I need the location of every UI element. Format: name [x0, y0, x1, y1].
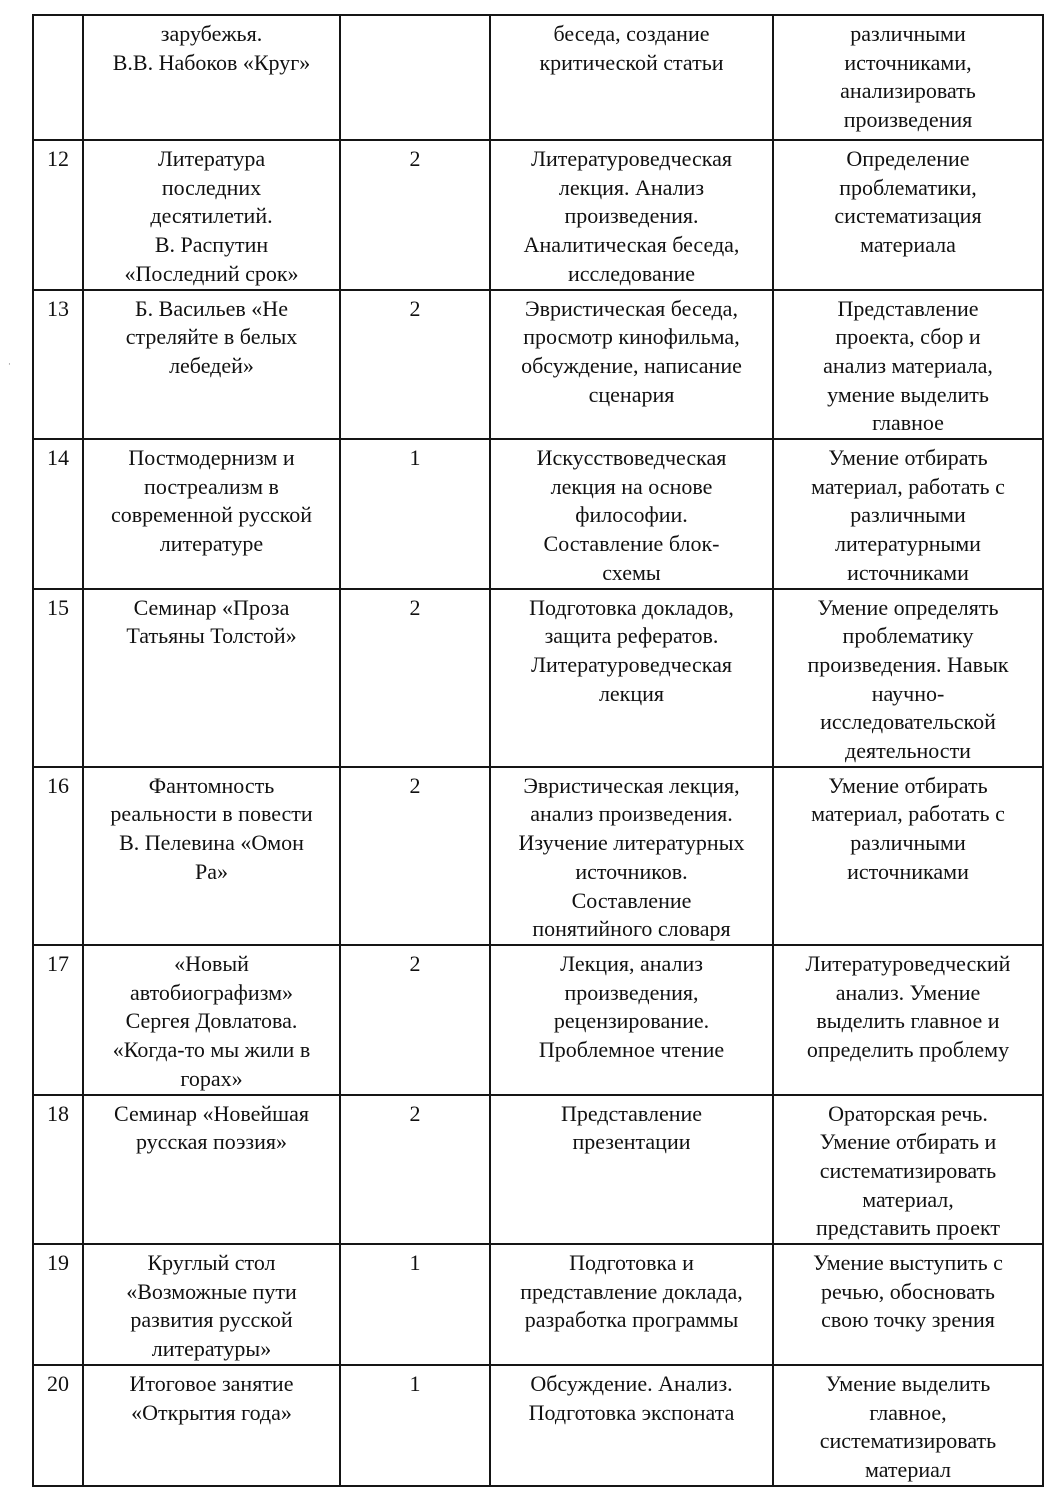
- lesson-hours-cell: [340, 15, 490, 140]
- lesson-result-cell: [773, 1095, 1043, 1245]
- cell-text-line: исследовательской: [820, 709, 996, 735]
- cell-text-line: обсуждение, написание: [521, 352, 742, 378]
- cell-text-line: Б. Васильев «Не: [135, 295, 288, 321]
- cell-text-line: 2: [409, 295, 421, 321]
- table-row: [33, 945, 1043, 1095]
- lesson-hours-cell: [340, 1365, 490, 1486]
- table-row: [33, 589, 1043, 767]
- cell-text-line: горах»: [180, 1065, 243, 1091]
- cell-text-line: стреляйте в белых: [125, 324, 298, 350]
- lesson-method-cell: [490, 589, 773, 767]
- lesson-number-cell: [33, 140, 83, 290]
- cell-text-line: 15: [47, 594, 69, 620]
- cell-text-line: защита рефератов.: [544, 623, 719, 649]
- cell-text-line: произведения,: [564, 979, 699, 1005]
- cell-text-line: Подготовка экспоната: [528, 1399, 735, 1425]
- cell-text-line: Литературоведческий: [805, 950, 1011, 976]
- cell-text-line: Эвристическая лекция,: [523, 772, 740, 798]
- lesson-result-cell: [773, 290, 1043, 440]
- cell-text-line: лекция: [598, 680, 665, 706]
- table-row: [33, 140, 1043, 290]
- cell-text-line: сценария: [588, 381, 675, 407]
- cell-text-line: лекция на основе: [550, 473, 713, 499]
- cell-text-line: Проблемное чтение: [538, 1037, 725, 1063]
- cell-text-line: источниками: [847, 858, 969, 884]
- cell-text-line: Умение отбирать и: [819, 1129, 997, 1155]
- cell-text-line: определить проблему: [806, 1037, 1010, 1063]
- cell-text-line: Подготовка докладов,: [529, 594, 734, 620]
- cell-text-line: анализировать: [840, 78, 976, 104]
- cell-text-line: В.В. Набоков «Круг»: [112, 49, 311, 75]
- cell-text-line: реальности в повести: [110, 801, 313, 827]
- cell-text-line: «Открытия года»: [131, 1399, 292, 1425]
- cell-text-line: главное: [872, 410, 944, 436]
- cell-text-line: 1: [409, 1370, 421, 1396]
- cell-text-line: «Новый: [174, 950, 249, 976]
- lesson-hours-cell: [340, 140, 490, 290]
- cell-text-line: Умение отбирать: [828, 445, 988, 471]
- cell-text-line: литературе: [159, 531, 264, 557]
- lesson-topic-cell: [83, 1095, 340, 1245]
- cell-text-line: материала: [860, 232, 956, 258]
- cell-text-line: Определение: [846, 146, 970, 171]
- cell-text-line: «Когда-то мы жили в: [112, 1037, 311, 1063]
- cell-text-line: постреализм в: [144, 473, 279, 499]
- cell-text-line: 1: [409, 1250, 421, 1276]
- lesson-topic-cell: [83, 140, 340, 290]
- cell-text-line: систематизировать: [819, 1428, 997, 1454]
- cell-text-line: 18: [47, 1100, 69, 1126]
- cell-text-line: умение выделить: [827, 381, 989, 407]
- cell-text-line: развития русской: [130, 1307, 293, 1333]
- cell-text-line: анализ материала,: [823, 352, 993, 378]
- cell-text-line: анализ. Умение: [835, 979, 981, 1005]
- cell-text-line: Умение выделить: [825, 1370, 991, 1396]
- lesson-result-cell: [773, 1365, 1043, 1486]
- lesson-method-cell: [490, 439, 773, 589]
- cell-text-line: Литературоведческая: [531, 146, 732, 171]
- cell-text-line: Обсуждение. Анализ.: [530, 1370, 733, 1396]
- cell-text-line: Постмодернизм и: [128, 445, 295, 471]
- cell-text-line: критической статьи: [539, 49, 724, 75]
- cell-text-line: 2: [409, 1100, 421, 1126]
- cell-text-line: последних: [161, 174, 262, 200]
- cell-text-line: исследование: [567, 260, 696, 286]
- cell-text-line: 17: [47, 950, 69, 976]
- lesson-method-cell: [490, 1244, 773, 1365]
- cell-text-line: Татьяны Толстой»: [126, 623, 297, 649]
- cell-text-line: проблематику: [842, 623, 974, 649]
- cell-text-line: «Последний срок»: [124, 260, 299, 286]
- cell-text-line: десятилетий.: [150, 203, 273, 229]
- cell-text-line: свою точку зрения: [821, 1307, 995, 1333]
- cell-text-line: проблематики,: [839, 174, 977, 200]
- cell-text-line: Литературоведческая: [531, 651, 732, 677]
- cell-text-line: Изучение литературных: [518, 830, 745, 856]
- table-row: [33, 1095, 1043, 1245]
- lesson-topic-cell: [83, 589, 340, 767]
- cell-text-line: произведения: [843, 107, 973, 133]
- cell-text-line: выделить главное и: [816, 1008, 1000, 1034]
- cell-text-line: философии.: [575, 502, 688, 528]
- lesson-method-cell: [490, 945, 773, 1095]
- lesson-result-cell: [773, 439, 1043, 589]
- cell-text-line: речью, обосновать: [821, 1278, 995, 1304]
- lesson-method-cell: [490, 1365, 773, 1486]
- lesson-result-cell: [773, 589, 1043, 767]
- lesson-method-cell: [490, 767, 773, 945]
- lesson-number-cell: [33, 589, 83, 767]
- cell-text-line: главное,: [869, 1399, 947, 1425]
- lesson-number-cell: [33, 1244, 83, 1365]
- cell-text-line: 2: [409, 950, 421, 976]
- cell-text-line: деятельности: [845, 738, 971, 764]
- cell-text-line: «Возможные пути: [126, 1278, 297, 1304]
- cell-text-line: Сергея Довлатова.: [125, 1008, 298, 1034]
- cell-text-line: Составление блок-: [543, 531, 720, 557]
- table-row: [33, 439, 1043, 589]
- cell-text-line: Итоговое занятие: [129, 1370, 294, 1396]
- cell-text-line: русская поэзия»: [135, 1129, 288, 1155]
- table-row: [33, 767, 1043, 945]
- cell-text-line: Семинар «Проза: [133, 594, 290, 620]
- lesson-result-cell: [773, 767, 1043, 945]
- cell-text-line: 14: [47, 445, 69, 471]
- lesson-method-cell: [490, 140, 773, 290]
- cell-text-line: Искусствоведческая: [536, 445, 727, 471]
- lesson-topic-cell: [83, 1365, 340, 1486]
- lesson-method-cell: [490, 15, 773, 140]
- lesson-topic-cell: [83, 290, 340, 440]
- cell-text-line: различными: [850, 502, 966, 528]
- table-row: [33, 1365, 1043, 1486]
- cell-text-line: просмотр кинофильма,: [523, 324, 740, 350]
- lesson-number-cell: [33, 1365, 83, 1486]
- lesson-topic-cell: [83, 439, 340, 589]
- lesson-hours-cell: [340, 945, 490, 1095]
- cell-text-line: источниками,: [844, 49, 972, 75]
- cell-text-line: источниками: [847, 559, 969, 585]
- lesson-plan-body: [33, 15, 1043, 1486]
- cell-text-line: схемы: [602, 559, 661, 585]
- lesson-hours-cell: [340, 1095, 490, 1245]
- cell-text-line: презентации: [572, 1129, 691, 1155]
- cell-text-line: Представление: [837, 295, 979, 321]
- cell-text-line: Составление: [571, 887, 692, 913]
- lesson-result-cell: [773, 1244, 1043, 1365]
- cell-text-line: 13: [47, 295, 69, 321]
- cell-text-line: проекта, сбор и: [835, 324, 981, 350]
- cell-text-line: 12: [47, 146, 69, 171]
- cell-text-line: лебедей»: [169, 352, 254, 378]
- cell-text-line: представить проект: [816, 1215, 1000, 1241]
- cell-text-line: рецензирование.: [553, 1008, 710, 1034]
- lesson-hours-cell: [340, 767, 490, 945]
- lesson-number-cell: [33, 290, 83, 440]
- cell-text-line: анализ произведения.: [530, 801, 733, 827]
- lesson-topic-cell: [83, 767, 340, 945]
- lesson-hours-cell: [340, 589, 490, 767]
- lesson-method-cell: [490, 1095, 773, 1245]
- cell-text-line: литературными: [835, 531, 981, 557]
- scan-speck: ·: [8, 360, 11, 370]
- lesson-result-cell: [773, 15, 1043, 140]
- cell-text-line: материал,: [862, 1186, 954, 1212]
- cell-text-line: 20: [47, 1370, 69, 1396]
- cell-text-line: Семинар «Новейшая: [114, 1100, 309, 1126]
- cell-text-line: Литература: [157, 146, 266, 171]
- cell-text-line: 19: [47, 1250, 69, 1276]
- cell-text-line: Круглый стол: [147, 1250, 276, 1276]
- cell-text-line: научно-: [871, 680, 945, 706]
- lesson-topic-cell: [83, 945, 340, 1095]
- lesson-hours-cell: [340, 290, 490, 440]
- lesson-result-cell: [773, 140, 1043, 290]
- cell-text-line: представление доклада,: [520, 1278, 743, 1304]
- cell-text-line: Умение отбирать: [828, 772, 988, 798]
- cell-text-line: В. Пелевина «Омон: [119, 830, 304, 856]
- cell-text-line: зарубежья.: [160, 21, 263, 46]
- cell-text-line: беседа, создание: [553, 21, 710, 46]
- cell-text-line: произведения.: [564, 203, 699, 229]
- cell-text-line: разработка программы: [524, 1307, 739, 1333]
- cell-text-line: 2: [409, 594, 421, 620]
- lesson-hours-cell: [340, 439, 490, 589]
- cell-text-line: материал, работать с: [811, 473, 1005, 499]
- cell-text-line: различными: [850, 21, 966, 46]
- cell-text-line: Умение выступить с: [813, 1250, 1003, 1276]
- cell-text-line: систематизация: [834, 203, 982, 229]
- cell-text-line: Лекция, анализ: [560, 950, 703, 976]
- table-row: [33, 290, 1043, 440]
- cell-text-line: различными: [850, 830, 966, 856]
- cell-text-line: современной русской: [110, 502, 312, 528]
- cell-text-line: 2: [409, 772, 421, 798]
- cell-text-line: 2: [409, 146, 421, 171]
- cell-text-line: произведения. Навык: [807, 651, 1009, 677]
- cell-text-line: Подготовка и: [569, 1250, 694, 1276]
- cell-text-line: материал: [864, 1456, 952, 1482]
- cell-text-line: Аналитическая беседа,: [523, 232, 740, 258]
- cell-text-line: Ра»: [195, 858, 228, 884]
- lesson-result-cell: [773, 945, 1043, 1095]
- cell-text-line: 1: [409, 445, 421, 471]
- cell-text-line: Ораторская речь.: [828, 1100, 988, 1126]
- table-row: [33, 1244, 1043, 1365]
- lesson-number-cell: [33, 945, 83, 1095]
- cell-text-line: лекция. Анализ: [558, 174, 705, 200]
- cell-text-line: систематизировать: [819, 1157, 997, 1183]
- lesson-number-cell: [33, 15, 83, 140]
- cell-text-line: Умение определять: [817, 594, 999, 620]
- lesson-topic-cell: [83, 15, 340, 140]
- cell-text-line: Фантомность: [148, 772, 275, 798]
- lesson-topic-cell: [83, 1244, 340, 1365]
- lesson-number-cell: [33, 1095, 83, 1245]
- cell-text-line: понятийного словаря: [532, 916, 731, 942]
- lesson-method-cell: [490, 290, 773, 440]
- lesson-number-cell: [33, 439, 83, 589]
- cell-text-line: Эвристическая беседа,: [525, 295, 738, 321]
- cell-text-line: источников.: [575, 858, 688, 884]
- cell-text-line: В. Распутин: [154, 232, 269, 258]
- cell-text-line: литературы»: [151, 1336, 272, 1362]
- cell-text-line: автобиографизм»: [129, 979, 293, 1005]
- table-row: [33, 15, 1043, 140]
- lesson-number-cell: [33, 767, 83, 945]
- cell-text-line: Представление: [560, 1100, 703, 1126]
- cell-text-line: 16: [47, 772, 69, 798]
- cell-text-line: материал, работать с: [811, 801, 1005, 827]
- lesson-hours-cell: [340, 1244, 490, 1365]
- lesson-plan-table: [32, 14, 1044, 1487]
